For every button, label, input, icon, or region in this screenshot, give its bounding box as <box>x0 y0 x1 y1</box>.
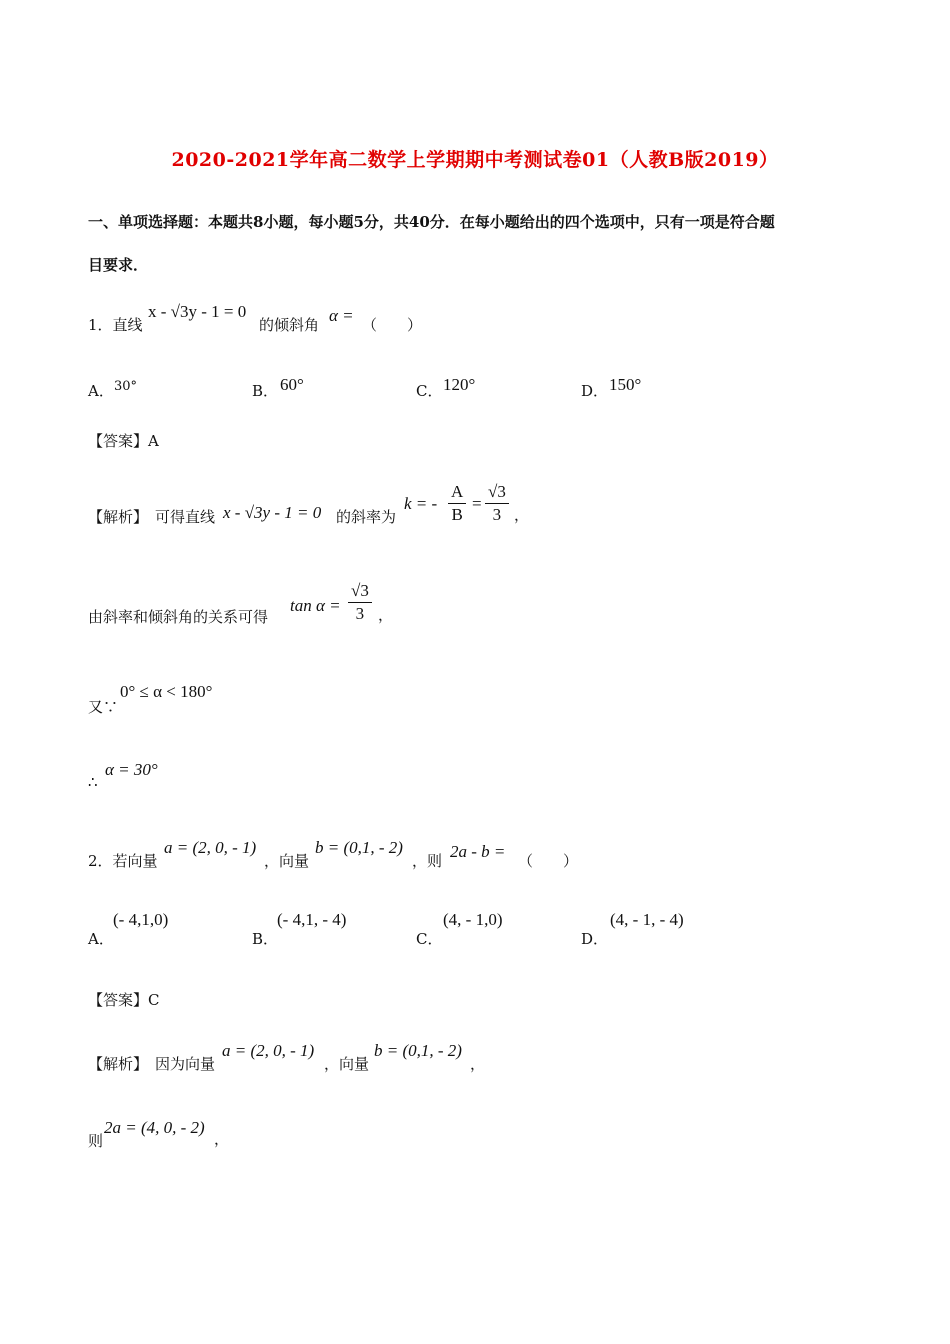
q1-option-a-label: A． <box>88 382 114 400</box>
q1-fraction-ab <box>448 481 466 526</box>
q2-option-c-value: (4, - 1,0) <box>443 910 503 929</box>
q2-text-mid: ，向量 <box>264 852 310 870</box>
q2-text-pre: 若向量 <box>112 852 158 870</box>
q2-analysis-line2-comma: ， <box>214 1130 230 1148</box>
q1-option-c-value: 120° <box>443 375 476 394</box>
q2-option-c-label: C． <box>416 930 443 948</box>
q2-vector-a: a = (2, 0, - 1) <box>164 838 257 857</box>
q1-analysis-line3: 又∵ <box>88 698 119 716</box>
q2-paren: （ ） <box>518 852 579 870</box>
q1-paren: （ ） <box>362 316 423 334</box>
q2-analysis-label: 【解析】 <box>88 1055 149 1073</box>
q2-answer <box>88 989 160 1010</box>
q2-analysis-line2-equation: 2a = (4, 0, - 2) <box>104 1118 205 1137</box>
q1-option-d-value: 150° <box>609 375 642 394</box>
q1-fraction-ab-den: B <box>451 505 463 524</box>
q2-number: 2． <box>88 852 113 870</box>
q2-vector-b: b = (0,1, - 2) <box>315 838 403 857</box>
q1-alpha: α = <box>329 306 354 325</box>
q2-option-a-value: (- 4,1,0) <box>113 910 169 929</box>
q2-text-mid2: ，则 <box>412 852 443 870</box>
q1-tan: tan α = <box>290 596 341 615</box>
q1-analysis-text2: 的斜率为 <box>336 508 397 526</box>
q2-option-b-label: B． <box>252 930 279 948</box>
q1-inequality: 0° ≤ α < 180° <box>120 682 213 701</box>
q2-stem <box>88 850 158 871</box>
q1-analysis-label: 【解析】 <box>88 508 149 526</box>
q1-tan-fraction <box>348 580 372 625</box>
q1-option-d-label: D． <box>581 382 609 400</box>
q1-slope-eq: = <box>472 494 482 513</box>
q1-analysis-line2: 由斜率和倾斜角的关系可得 <box>88 608 269 626</box>
q2-option-d-label: D． <box>581 930 609 948</box>
q1-analysis-line4: ∴ <box>88 773 98 791</box>
q2-option-d-value: (4, - 1, - 4) <box>610 910 684 929</box>
section-heading-line2: 目要求． <box>88 256 149 274</box>
q1-stem <box>88 314 143 335</box>
q1-slope-k: k = - <box>404 494 438 513</box>
q1-answer <box>88 430 159 451</box>
q2-option-a-label: A． <box>88 930 114 948</box>
q2-analysis-text2: ，向量 <box>324 1055 370 1073</box>
q1-tan-fraction-den: 3 <box>355 604 365 623</box>
q1-analysis-comma: ， <box>514 506 530 524</box>
q1-result: α = 30° <box>105 760 158 779</box>
q1-slope-fraction <box>485 481 509 526</box>
q1-number: 1． <box>88 316 113 334</box>
q1-text-mid: 的倾斜角 <box>259 316 320 334</box>
section-heading-line1: 一、单项选择题：本题共8小题，每小题5分，共40分．在每小题给出的四个选项中，只有一项是符合题 <box>88 213 775 231</box>
q2-option-b-value: (- 4,1, - 4) <box>277 910 347 929</box>
q1-text-pre: 直线 <box>112 316 143 334</box>
q2-analysis-text1: 因为向量 <box>155 1055 216 1073</box>
q1-analysis-equation: x - √3y - 1 = 0 <box>223 503 322 522</box>
q2-analysis-line2: 则 <box>88 1132 104 1150</box>
q1-option-a-value: 30° <box>114 379 138 394</box>
q2-analysis-comma: ， <box>470 1055 486 1073</box>
q1-fraction-ab-num: A <box>448 481 466 504</box>
q1-option-c-label: C． <box>416 382 443 400</box>
q2-analysis-vector-a: a = (2, 0, - 1) <box>222 1041 315 1060</box>
q1-slope-fraction-den: 3 <box>492 505 502 524</box>
q1-option-b-label: B． <box>252 382 279 400</box>
q1-tan-comma: ， <box>378 606 394 624</box>
q2-expression: 2a - b = <box>450 842 506 861</box>
q1-option-b-value: 60° <box>280 375 304 394</box>
q2-answer-value: C <box>148 991 160 1009</box>
q1-answer-value: A <box>148 432 159 450</box>
q1-tan-fraction-num: √3 <box>348 580 372 603</box>
q1-slope-fraction-num: √3 <box>485 481 509 504</box>
q1-equation: x - √3y - 1 = 0 <box>148 302 247 321</box>
q1-analysis-text1: 可得直线 <box>155 508 216 526</box>
document-title: 2020-2021学年高二数学上学期期中考测试卷01（人教B版2019） <box>171 149 779 171</box>
q2-answer-label: 【答案】 <box>88 991 149 1009</box>
q2-analysis-vector-b: b = (0,1, - 2) <box>374 1041 462 1060</box>
q1-answer-label: 【答案】 <box>88 432 149 450</box>
